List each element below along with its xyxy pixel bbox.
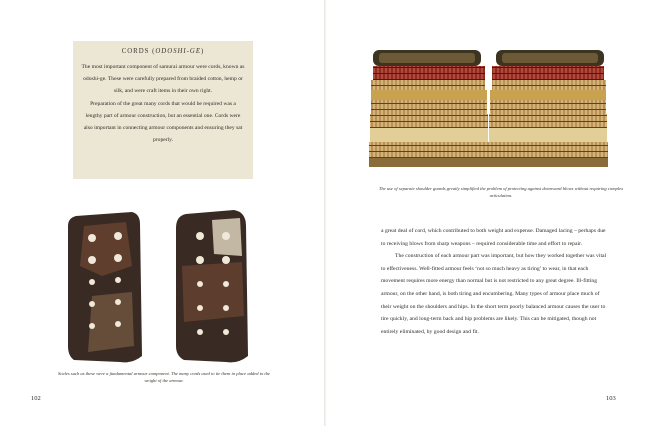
right-scale bbox=[176, 210, 248, 362]
body-paragraph: a great deal of cord, which contributed to both weight and expense. Damaged lacing – perhaps due to receiving blows from sharp weapons – required considerable time and effort to repair. bbox=[381, 228, 606, 247]
cords-sidebar bbox=[73, 41, 253, 179]
shoulder-guards-photo bbox=[365, 44, 610, 174]
armour-scales-caption: Scales such as these were a fundamental armour component. The many cords used to tie them in place added to the weight of the armour. bbox=[57, 371, 271, 383]
left-scale bbox=[68, 212, 142, 362]
sidebar-paragraph: The most important component of samurai armour were cords, known as odoshi-ge. These were carefully prepared from braided cotton, hemp or silk, and were craft items in their own right. bbox=[81, 64, 245, 95]
sidebar-body bbox=[81, 61, 245, 146]
shoulder-guards-caption: The use of separate shoulder guards greatly simplified the problem of protecting against downward blows without requiring complex articulation. bbox=[378, 186, 624, 198]
sidebar-title-suffix: ) bbox=[201, 48, 205, 55]
page-number-left: 102 bbox=[31, 395, 41, 402]
right-shoulder-guard bbox=[488, 50, 608, 167]
left-shoulder-guard bbox=[369, 50, 489, 167]
sidebar-title bbox=[81, 48, 245, 55]
page-number-right: 103 bbox=[606, 395, 616, 402]
body-text bbox=[381, 225, 607, 338]
armour-scales-photo bbox=[62, 206, 262, 366]
page-gutter bbox=[324, 0, 326, 426]
sidebar-paragraph: Preparation of the great many cords that would be required was a lengthy part of armour construction, but an essential one. Cords were also important in connecting armour components and ensuring they sat properly. bbox=[83, 100, 243, 144]
sidebar-title-prefix: CORDS ( bbox=[121, 48, 156, 55]
sidebar-title-italic: ODOSHI-GE bbox=[155, 48, 201, 55]
body-paragraph: The construction of each armour part was important, but how they worked together was vital to effectiveness. Well-fitted armour feels ‘not so much heavy as tiring’ to wear, in that each movement requires more energy than normal but is not restricted to any great degree. Ill-fitting armour, on the other hand, is both tiring and encumbering. Many types of armour place much of their weight on the shoulders and hips. In the short term poorly balanced armour causes the user to tire quickly, and long-term back and hip problems are likely. This can be mitigated, though not entirely eliminated, by good design and fit. bbox=[381, 253, 607, 335]
